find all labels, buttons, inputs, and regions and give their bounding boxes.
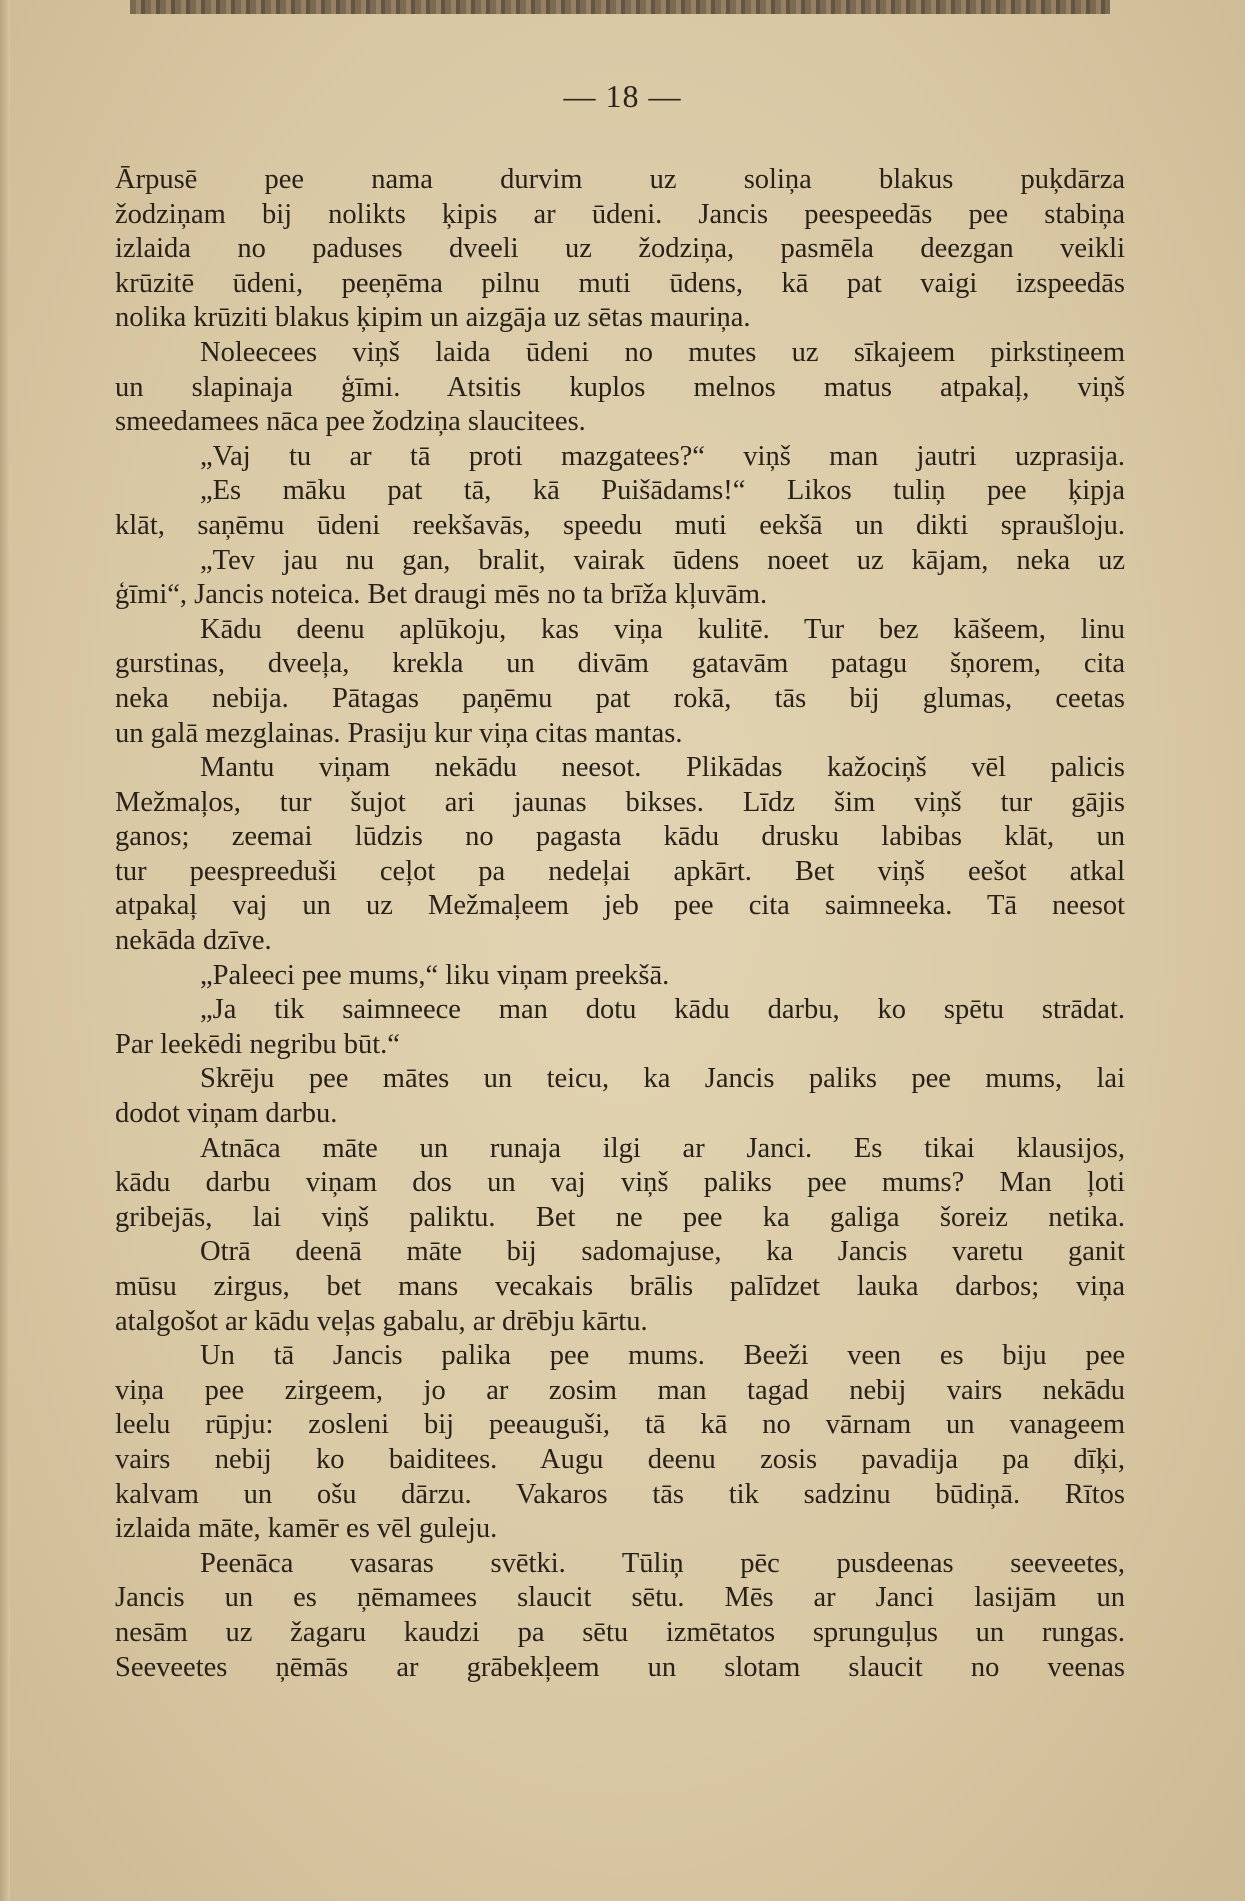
text-line: nekāda dzīve. (115, 925, 272, 957)
text-line: mūsu zirgus, bet mans vecakais brālis palīdzet lauka darbos; viņa (115, 1271, 1125, 1302)
text-line: žodziņam bij nolikts ķipis ar ūdeni. Jancis peespeedās pee stabiņa (115, 198, 1125, 230)
text-line: Kādu deenu aplūkoju, kas viņa kulitē. Tur bez kāšeem, linu (200, 613, 1125, 645)
text-line: tur peespreeduši ceļot pa nedeļai apkārt. Bet viņš eešot atkal (115, 855, 1125, 887)
text-line: un galā mezglainas. Prasiju kur viņa citas mantas. (115, 717, 683, 749)
text-line: Skrēju pee mātes un teicu, ka Jancis paliks pee mums, lai (200, 1063, 1125, 1095)
text-line: ģīmi“, Jancis noteica. Bet draugi mēs no ta brīža kļuvām. (115, 579, 768, 611)
text-line: smeedamees nāca pee žodziņa slaucitees. (115, 406, 586, 438)
text-line: Jancis un es ņēmamees slaucit sētu. Mēs ar Janci lasijām un (115, 1582, 1125, 1614)
text-line: atpakaļ vaj un uz Mežmaļeem jeb pee cita saimneeka. Tā neesot (115, 890, 1125, 922)
text-line: Mantu viņam nekādu neesot. Plikādas kažociņš vēl palicis (200, 752, 1125, 784)
text-line: ganos; zeemai lūdzis no pagasta kādu drusku labibas klāt, un (115, 821, 1125, 853)
text-line: krūzitē ūdeni, peeņēma pilnu muti ūdens, kā pat vaigi izspeedās (115, 267, 1125, 299)
text-line: kalvam un ošu dārzu. Vakaros tās tik sadzinu būdiņā. Rītos (115, 1478, 1125, 1510)
text-line: neka nebija. Pātagas paņēmu pat rokā, tās bij glumas, ceetas (115, 682, 1125, 714)
text-line: Noleecees viņš laida ūdeni no mutes uz sīkajeem pirkstiņeem (200, 336, 1125, 368)
text-line: Otrā deenā māte bij sadomajuse, ka Jancis varetu ganit (200, 1236, 1125, 1268)
text-line: kādu darbu viņam dos un vaj viņš paliks pee mums? Man ļoti (115, 1167, 1125, 1199)
text-line: Seeveetes ņēmās ar grābekļeem un slotam slaucit no veenas (115, 1651, 1125, 1683)
text-line: izlaida māte, kamēr es vēl guleju. (115, 1513, 498, 1545)
text-line: leelu rūpju: zosleni bij peeauguši, tā kā no vārnam un vanageem (115, 1409, 1125, 1441)
text-line: vairs nebij ko baiditees. Augu deenu zosis pavadija pa dīķi, (115, 1443, 1125, 1475)
text-line: viņa pee zirgeem, jo ar zosim man tagad nebij vairs nekādu (115, 1374, 1125, 1406)
text-line: gribejās, lai viņš paliktu. Bet ne pee ka galiga šoreiz netika. (115, 1201, 1125, 1233)
text-line: „Ja tik saimneece man dotu kādu darbu, ko spētu strādat. (200, 994, 1125, 1026)
text-line: „Tev jau nu gan, bralit, vairak ūdens noeet uz kājam, neka uz (200, 544, 1125, 576)
body-text (115, 163, 1125, 1685)
text-line: „Es māku pat tā, kā Puišādams!“ Likos tuliņ pee ķipja (200, 475, 1125, 507)
page-number: — 18 — (563, 78, 682, 114)
page-spine-shadow (0, 0, 10, 1901)
text-line: Mežmaļos, tur šujot ari jaunas bikses. Līdz šim viņš tur gājis (115, 786, 1125, 818)
text-line: Ārpusē pee nama durvim uz soliņa blakus puķdārza (115, 164, 1125, 195)
text-line: nolika krūziti blakus ķipim un aizgāja uz sētas mauriņa. (115, 302, 751, 334)
text-line: dodot viņam darbu. (115, 1098, 338, 1130)
text-line: atalgošot ar kādu veļas gabalu, ar drēbju kārtu. (115, 1305, 648, 1337)
text-line: Un tā Jancis palika pee mums. Beeži veen es biju pee (200, 1340, 1125, 1372)
text-line: „Paleeci pee mums,“ liku viņam preekšā. (200, 959, 670, 991)
text-line: Peenāca vasaras svētki. Tūliņ pēc pusdeenas seeveetes, (200, 1547, 1125, 1579)
decorative-top-band (130, 0, 1110, 14)
text-line: gurstinas, dveeļa, krekla un divām gatavām patagu šņorem, cita (115, 648, 1125, 680)
text-line: un slapinaja ģīmi. Atsitis kuplos melnos matus atpakaļ, viņš (115, 371, 1125, 403)
text-line: izlaida no paduses dveeli uz žodziņa, pasmēla deezgan veikli (115, 233, 1125, 265)
text-line: Atnāca māte un runaja ilgi ar Janci. Es tikai klausijos, (200, 1132, 1125, 1164)
text-line: klāt, saņēmu ūdeni reekšavās, speedu muti eekšā un dikti spraušloju. (115, 509, 1125, 541)
text-line: Par leekēdi negribu būt.“ (115, 1028, 400, 1060)
text-line: nesām uz žagaru kaudzi pa sētu izmētatos sprunguļus un rungas. (115, 1616, 1125, 1648)
text-line: „Vaj tu ar tā proti mazgatees?“ viņš man jautri uzprasija. (200, 440, 1125, 472)
